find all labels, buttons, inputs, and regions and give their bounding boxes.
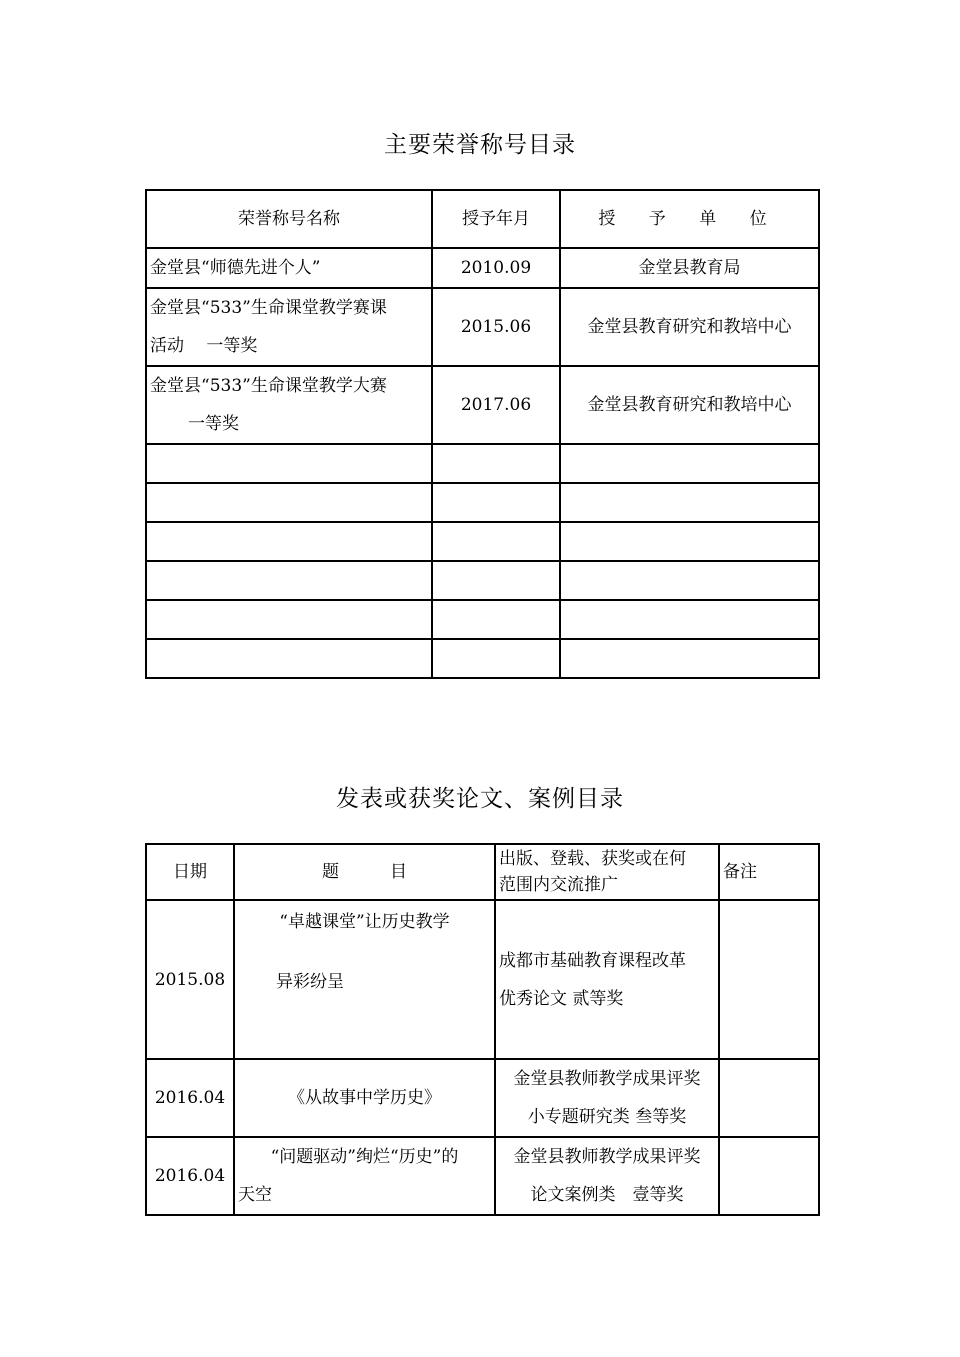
empty-row [146,639,819,678]
empty-row [146,483,819,522]
empty-cell [560,444,819,483]
table-row [146,366,819,444]
papers-header-row [146,844,819,900]
papers-table [145,843,820,1216]
empty-cell [432,639,560,678]
table-row [146,900,819,1059]
table-row [146,1137,819,1215]
paper-publication-line1: 成都市基础教育课程改革 [499,950,686,971]
header-award-date: 授予年月 [432,190,560,248]
empty-cell [432,522,560,561]
honor-name-line1: 金堂县“533”生命课堂教学赛课 [150,298,387,318]
honor-date: 2017.06 [432,366,560,444]
header-publication-line2: 范围内交流推广 [499,875,618,895]
empty-cell [560,639,819,678]
header-date: 日期 [146,844,234,900]
paper-topic-line1: “问题驱动”绚烂“历史”的 [270,1147,459,1167]
paper-publication-line2: 优秀论文 贰等奖 [499,988,624,1009]
paper-date: 2016.04 [146,1059,234,1137]
honor-name: 金堂县“师德先进个人” [146,248,432,288]
paper-publication [495,1137,719,1215]
header-note: 备注 [719,844,819,900]
header-publication [495,844,719,900]
empty-cell [146,561,432,600]
header-publication-line1: 出版、登载、获奖或在何 [499,849,686,869]
header-topic: 题 目 [234,844,495,900]
table-row [146,1059,819,1137]
paper-publication-line2: 论文案例类 壹等奖 [530,1185,684,1205]
empty-cell [560,483,819,522]
honor-date: 2010.09 [432,248,560,288]
empty-row [146,561,819,600]
honor-org: 金堂县教育研究和教培中心 [560,366,819,444]
empty-cell [146,600,432,639]
honor-org: 金堂县教育局 [560,248,819,288]
empty-cell [432,561,560,600]
honors-title: 主要荣誉称号目录 [384,132,576,158]
honor-name-line2: 活动 一等奖 [150,336,258,356]
empty-row [146,600,819,639]
empty-cell [432,483,560,522]
empty-cell [146,522,432,561]
table-row [146,248,819,288]
paper-publication-line1: 金堂县教师教学成果评奖 [513,1069,701,1089]
table-row [146,288,819,366]
empty-cell [560,561,819,600]
paper-note [719,1059,819,1137]
paper-topic-line2: 异彩纷呈 [276,972,344,992]
empty-cell [560,600,819,639]
paper-topic: 《从故事中学历史》 [234,1059,495,1137]
honor-name [146,288,432,366]
paper-note [719,1137,819,1215]
honor-name [146,366,432,444]
header-honor-name: 荣誉称号名称 [146,190,432,248]
empty-cell [146,639,432,678]
empty-cell [432,444,560,483]
empty-row [146,522,819,561]
honor-date: 2015.06 [432,288,560,366]
honor-name-line1: 金堂县“533”生命课堂教学大赛 [150,376,387,396]
paper-publication [495,900,719,1059]
papers-title: 发表或获奖论文、案例目录 [336,786,624,812]
empty-cell [146,483,432,522]
paper-date: 2016.04 [146,1137,234,1215]
paper-publication-line2: 小专题研究类 叁等奖 [527,1107,687,1127]
empty-cell [146,444,432,483]
honors-table [145,189,820,679]
paper-note [719,900,819,1059]
paper-date: 2015.08 [146,900,234,1059]
empty-cell [560,522,819,561]
honor-org: 金堂县教育研究和教培中心 [560,288,819,366]
honors-header-row [146,190,819,248]
honor-name-line2: 一等奖 [188,414,239,434]
paper-topic [234,1137,495,1215]
paper-publication-line1: 金堂县教师教学成果评奖 [513,1147,701,1167]
paper-topic-line2: 天空 [238,1185,272,1205]
empty-row [146,444,819,483]
header-award-org: 授 予 单 位 [560,190,819,248]
empty-cell [432,600,560,639]
paper-topic-line1: “卓越课堂”让历史教学 [279,912,450,932]
paper-publication [495,1059,719,1137]
paper-topic [234,900,495,1059]
